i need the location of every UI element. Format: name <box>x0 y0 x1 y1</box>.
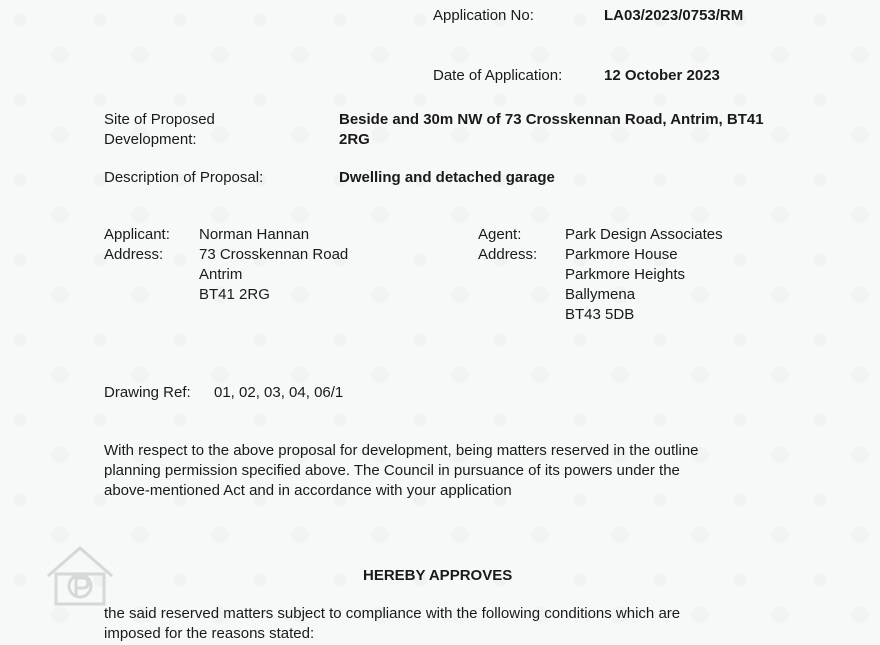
date-of-application-label: Date of Application: <box>433 67 563 84</box>
site-value-line2: 2RG <box>339 131 370 148</box>
application-no-label: Application No: <box>433 7 534 24</box>
site-label-line1: Site of Proposed <box>104 111 215 128</box>
property-pal-logo-icon <box>42 540 118 610</box>
applicant-address <box>199 245 348 305</box>
agent-address-line: BT43 5DB <box>565 306 635 323</box>
applicant-label: Applicant: <box>104 226 170 243</box>
intro-text-line3: above-mentioned Act and in accordance with your application <box>104 482 512 499</box>
site-value-line1: Beside and 30m NW of 73 Crosskennan Road, Antrim, BT41 <box>339 111 764 128</box>
agent-address-line: Parkmore House <box>565 246 678 263</box>
agent-address-line: Ballymena <box>565 286 636 303</box>
conditions-text-line1: the said reserved matters subject to compliance with the following conditions which are <box>104 605 681 622</box>
agent-label: Agent: <box>478 226 522 243</box>
description-label: Description of Proposal: <box>104 169 264 186</box>
agent-address <box>565 245 685 325</box>
applicant-address-line: Antrim <box>199 266 243 283</box>
drawing-ref-label: Drawing Ref: <box>104 384 191 401</box>
applicant-address-line: 73 Crosskennan Road <box>199 246 349 263</box>
site-label-line2: Development: <box>104 131 197 148</box>
applicant-address-label: Address: <box>104 246 164 263</box>
application-no-value: LA03/2023/0753/RM <box>604 7 744 24</box>
description-value: Dwelling and detached garage <box>339 169 555 186</box>
applicant-name: Norman Hannan <box>199 226 310 243</box>
agent-name: Park Design Associates <box>565 226 723 243</box>
applicant-address-line: BT41 2RG <box>199 286 270 303</box>
drawing-ref-value: 01, 02, 03, 04, 06/1 <box>214 384 344 401</box>
intro-text-line1: With respect to the above proposal for development, being matters reserved in the outline <box>104 442 699 459</box>
intro-text-line2: planning permission specified above. The Council in pursuance of its powers under the <box>104 462 680 479</box>
conditions-text-line2: imposed for the reasons stated: <box>104 625 315 642</box>
date-of-application-value: 12 October 2023 <box>604 67 720 84</box>
agent-address-label: Address: <box>478 246 538 263</box>
decision-heading: HEREBY APPROVES <box>363 567 513 584</box>
agent-address-line: Parkmore Heights <box>565 266 686 283</box>
